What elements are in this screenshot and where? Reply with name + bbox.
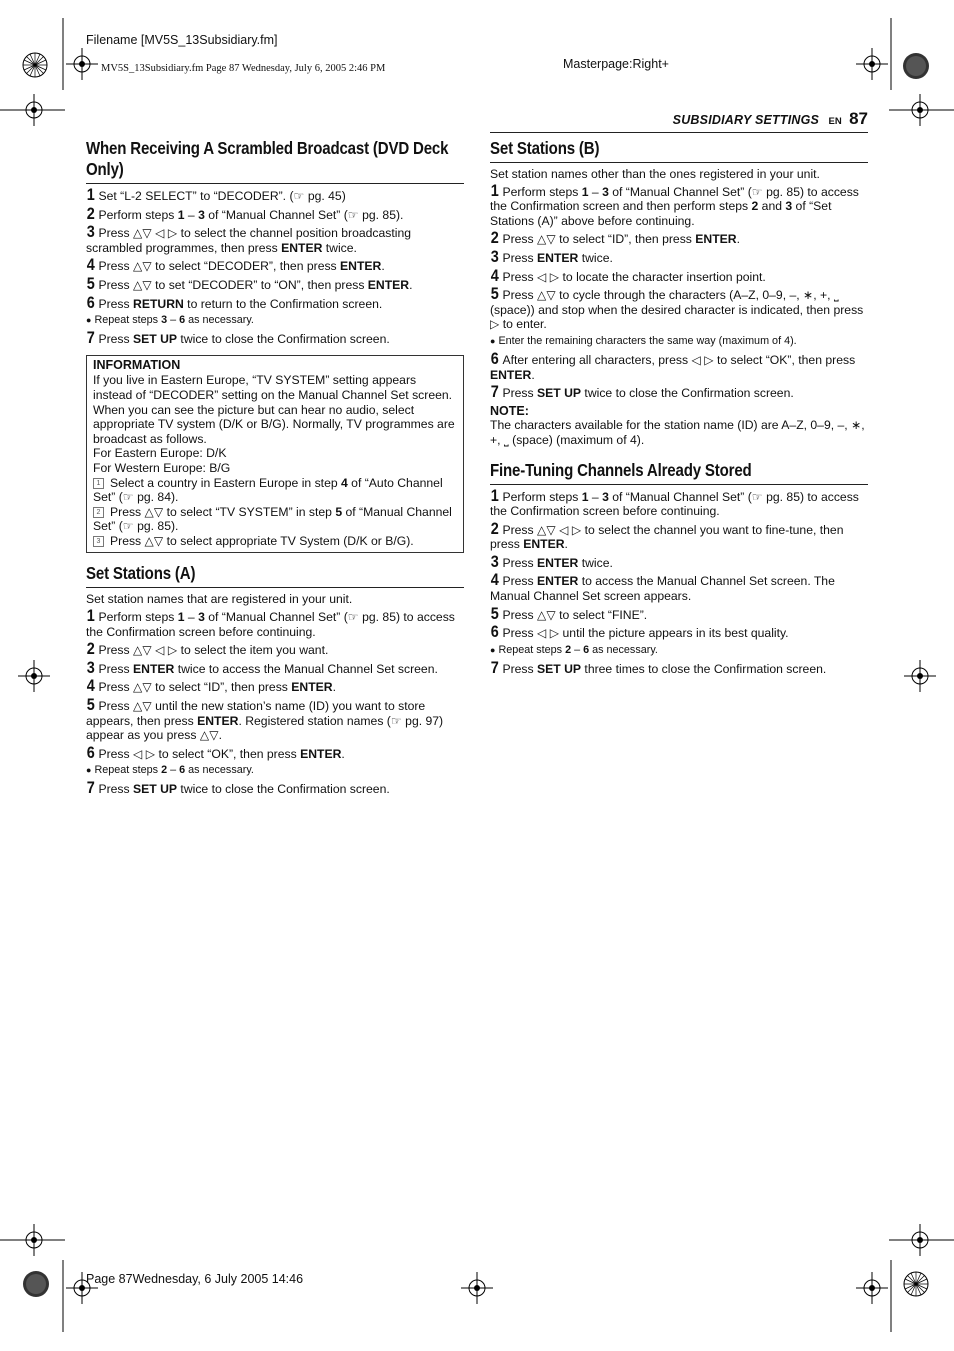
left-column	[86, 138, 464, 800]
crosshair-icon	[461, 1272, 493, 1304]
crosshair-icon	[904, 94, 936, 126]
step-number: 4	[490, 265, 499, 285]
step-item	[86, 695, 464, 743]
information-box	[86, 355, 464, 554]
section-title-set-stations-a: Set Stations (A)	[86, 563, 196, 584]
step-text: Press △▽ to select “ID”, then press ENTER.	[98, 680, 336, 695]
step-list	[86, 328, 464, 348]
step-box-icon: 3	[93, 536, 104, 547]
step-number: 2	[86, 639, 95, 659]
step-item	[490, 265, 868, 285]
step-number: 2	[490, 518, 499, 538]
step-item	[86, 606, 464, 639]
step-text: Press SET UP twice to close the Confirmation screen.	[502, 386, 794, 401]
step-item	[86, 676, 464, 696]
step-item	[490, 382, 868, 402]
step-number: 6	[490, 348, 499, 368]
section-title-scrambled: When Receiving A Scrambled Broadcast (DVD Deck Only)	[86, 138, 449, 179]
crosshair-icon	[904, 660, 936, 692]
step-text: Press ENTER twice to access the Manual Channel Set screen.	[98, 661, 438, 676]
repeat-note: ● Repeat steps 2 – 6 as necessary.	[490, 643, 658, 656]
footer-page-info: Page 87Wednesday, 6 July 2005 14:46	[86, 1272, 304, 1286]
step-text: Press ENTER twice.	[502, 250, 613, 265]
step-list	[490, 348, 868, 402]
step-item	[86, 273, 464, 293]
section-name: SUBSIDIARY SETTINGS	[672, 113, 820, 127]
step-text: Press ◁ ▷ to select “OK”, then press ENTER.	[98, 746, 345, 761]
step-item	[86, 778, 464, 798]
section-intro: Set station names that are registered in your unit.	[86, 592, 353, 607]
step-item	[86, 328, 464, 348]
crosshair-icon	[856, 48, 888, 80]
step-list	[490, 180, 868, 332]
step-number: 4	[86, 255, 95, 275]
step-number: 4	[490, 570, 499, 590]
step-item	[86, 639, 464, 659]
step-text: Press △▽ until the new station’s name (ID) you want to store appears, then press ENTER. Registered station names (☞ pg. 97) appear as you press △▽.	[86, 699, 444, 743]
crosshair-icon	[856, 1272, 888, 1304]
step-item	[490, 603, 868, 623]
step-number: 3	[86, 657, 95, 677]
step-text: After entering all characters, press ◁ ▷ to select “OK”, then press ENTER.	[490, 352, 856, 382]
step-text: Press SET UP twice to close the Confirmation screen.	[98, 332, 390, 347]
step-list	[86, 185, 464, 312]
page-number: 87	[849, 109, 868, 128]
step-text: Press △▽ to set “DECODER” to “ON”, then press ENTER.	[98, 277, 413, 292]
step-number: 7	[86, 328, 95, 348]
step-item	[490, 570, 868, 604]
step-number: 5	[86, 695, 95, 715]
step-number: 1	[490, 485, 499, 505]
step-number: 1	[490, 180, 499, 200]
information-steps	[93, 476, 457, 549]
step-text: Press ENTER twice.	[502, 555, 613, 570]
step-text: Set “L-2 SELECT” to “DECODER”. (☞ pg. 45)	[98, 189, 346, 203]
crosshair-icon	[18, 660, 50, 692]
step-list	[86, 778, 464, 798]
step-text: Press △▽ ◁ ▷ to select the channel you want to fine-tune, then press ENTER.	[490, 522, 844, 552]
step-number: 1	[86, 606, 95, 626]
information-eastern: For Eastern Europe: D/K	[93, 446, 227, 461]
step-item	[490, 246, 868, 266]
step-number: 7	[490, 382, 499, 402]
step-box-icon: 1	[93, 478, 104, 489]
step-number: 2	[490, 228, 499, 248]
step-number: 6	[86, 292, 95, 312]
step-text: Press △▽ to cycle through the characters (A–Z, 0–9, –, ∗, +, ⎵ (space)) and stop when the desired character is indicated, then press ▷ to enter.	[490, 288, 864, 332]
step-text: Press △▽ to select “ID”, then press ENTER.	[502, 232, 740, 247]
filename-label: Filename [MV5S_13Subsidiary.fm]	[86, 33, 278, 47]
step-number: 5	[490, 284, 499, 304]
step-item	[490, 348, 868, 382]
information-western: For Western Europe: B/G	[93, 460, 231, 475]
step-text: Press ◁ ▷ to locate the character insertion point.	[502, 269, 766, 284]
step-text: Press △▽ to select “DECODER”, then press ENTER.	[98, 259, 385, 274]
step-list	[86, 606, 464, 762]
information-step: 1 Select a country in Eastern Europe in step 4 of “Auto Channel Set” (☞ pg. 84).	[93, 475, 443, 505]
step-item	[86, 222, 464, 255]
registration-mark-icon	[903, 1271, 929, 1297]
step-text: Press ◁ ▷ until the picture appears in its best quality.	[502, 626, 789, 641]
step-number: 6	[86, 742, 95, 762]
step-item	[86, 255, 464, 275]
right-column	[490, 138, 868, 679]
crosshair-icon	[904, 1224, 936, 1256]
registration-mark-icon	[902, 52, 930, 80]
repeat-note: ● Repeat steps 2 – 6 as necessary.	[86, 764, 254, 777]
information-title: INFORMATION	[93, 357, 181, 372]
step-list	[490, 657, 868, 677]
step-text: Perform steps 1 – 3 of “Manual Channel Set” (☞ pg. 85).	[98, 207, 404, 222]
language-code: EN	[828, 116, 842, 127]
step-text: Press △▽ to select “FINE”.	[502, 607, 648, 622]
section-intro: Set station names other than the ones registered in your unit.	[490, 167, 820, 181]
step-item	[490, 284, 868, 332]
crosshair-icon	[18, 94, 50, 126]
crosshair-icon	[66, 48, 98, 80]
step-item	[490, 657, 868, 677]
step-item	[490, 180, 868, 229]
step-item	[490, 622, 868, 642]
information-step: 3 Press △▽ to select appropriate TV System (D/K or B/G).	[93, 534, 457, 549]
step-text: Press RETURN to return to the Confirmation screen.	[98, 296, 383, 311]
information-step: 2 Press △▽ to select “TV SYSTEM” in step 5 of “Manual Channel Set” (☞ pg. 85).	[93, 504, 452, 534]
step-number: 3	[490, 246, 499, 266]
step-number: 7	[490, 657, 499, 677]
masterpage-label: Masterpage:Right+	[563, 57, 669, 71]
step-item	[490, 518, 868, 552]
step-number: 6	[490, 622, 499, 642]
note-body: The characters available for the station name (ID) are A–Z, 0–9, –, ∗, +, ⎵ (space) (maximum of 4).	[490, 418, 865, 447]
step-number: 4	[86, 676, 95, 696]
step-text: Press ENTER to access the Manual Channel Set screen. The Manual Channel Set screen appears.	[490, 574, 835, 604]
registration-mark-icon	[22, 1270, 50, 1298]
enter-note: ● Enter the remaining characters the same way (maximum of 4).	[490, 334, 797, 347]
crosshair-icon	[18, 1224, 50, 1256]
step-item	[86, 292, 464, 312]
note-title: NOTE:	[490, 403, 529, 418]
step-text: Perform steps 1 – 3 of “Manual Channel Set” (☞ pg. 85) to access the Confirmation screen before continuing.	[86, 610, 455, 639]
section-title-fine-tuning: Fine-Tuning Channels Already Stored	[490, 459, 752, 480]
step-text: Perform steps 1 – 3 of “Manual Channel Set” (☞ pg. 85) to access the Confirmation screen before continuing.	[490, 489, 859, 519]
step-number: 3	[86, 222, 95, 242]
step-number: 2	[86, 203, 95, 223]
registration-mark-icon	[22, 52, 48, 78]
information-body: If you live in Eastern Europe, “TV SYSTEM” setting appears instead of “DECODER” setting on the Manual Channel Set screen. When you can see the picture but can hear no audio, select appropriate TV system (D/K or B/G). Normally, TV programmes are broadcast as follows.	[93, 373, 455, 446]
step-number: 5	[86, 273, 95, 293]
step-item	[86, 185, 464, 204]
step-text: Press SET UP three times to close the Confirmation screen.	[502, 661, 827, 676]
step-number: 7	[86, 778, 95, 798]
section-title-set-stations-b: Set Stations (B)	[490, 138, 600, 158]
step-item	[490, 228, 868, 248]
step-text: Press SET UP twice to close the Confirmation screen.	[98, 782, 390, 797]
step-item	[490, 551, 868, 571]
step-text: Perform steps 1 – 3 of “Manual Channel Set” (☞ pg. 85) to access the Confirmation screen and then perform steps 2 and 3 of “Set Stations (A)” above before continuing.	[490, 184, 859, 228]
step-number: 1	[86, 185, 95, 204]
step-number: 5	[490, 603, 499, 623]
step-box-icon: 2	[93, 507, 104, 518]
file-info-label: MV5S_13Subsidiary.fm Page 87 Wednesday, July 6, 2005 2:46 PM	[101, 63, 386, 74]
repeat-note: ● Repeat steps 3 – 6 as necessary.	[86, 314, 254, 327]
step-number: 3	[490, 551, 499, 571]
step-item	[86, 657, 464, 677]
step-list	[490, 485, 868, 642]
step-item	[490, 485, 868, 519]
step-item	[86, 203, 464, 223]
running-header	[490, 110, 868, 133]
step-text: Press △▽ ◁ ▷ to select the item you want.	[98, 643, 329, 658]
step-text: Press △▽ ◁ ▷ to select the channel position broadcasting scrambled programmes, then press ENTER twice.	[86, 226, 412, 255]
step-item	[86, 742, 464, 762]
